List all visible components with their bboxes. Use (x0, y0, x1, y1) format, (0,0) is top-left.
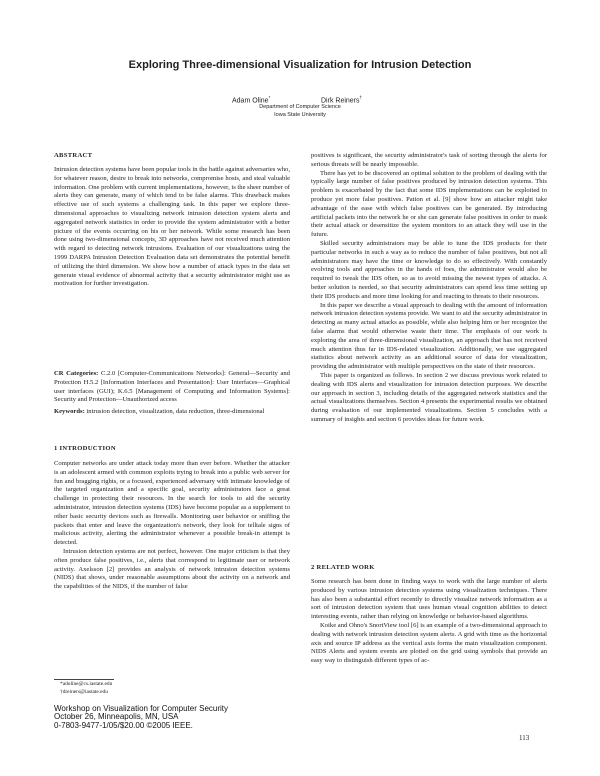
author-2-mark: † (359, 95, 363, 100)
related-paragraph-1: Some research has been done in finding ways to work with the large number of alerts produced by various intrusion detection systems using visualization techniques. There has also been a substantial effort recently to directly visualize network information as a sort of intrusion detection system that uses human visual cognition abilities to detect interesting events, rather than relying on knowledge or behavior-based algorithms. (311, 578, 547, 621)
footnote-1: *adoline@cs.iastate.edu (60, 681, 113, 687)
right-paragraph-3: Skilled security administrators may be able to tune the IDS products for their particular networks in such a way as to reduce the number of false positives, but not all administrators may have the time or knowledge to do so effectively. With constantly evolving tools and approaches in the hands of foes, the administrator would also be required to tweak the IDS often, so as to avoid missing the newest types of attacks. A better solution is needed, so that security administrators can spend less time setting up their IDS products and more time looking for and reacting to threats to their resources. (311, 239, 547, 300)
page-number: 113 (519, 734, 530, 742)
venue-date: October 26, Minneapolis, MN, USA (54, 712, 179, 722)
right-paragraph-2: There has yet to be discovered an optimal solution to the problem of dealing with the typically large number of false positives produced by intrusion detection systems. This problem is exacerbated by the fact that some IDS implementations can be exploited to produce yet more false positives. Patton et al. [9] show how an attacker might take advantage of the ease with which false positives can be generated. By introducing artificial packets into the network he or she can generate false positives in order to mask their actual attack or desensitize the system monitors to an attack they will use in the future. (311, 169, 547, 239)
intro-paragraph-1: Computer networks are under attack today more than ever before. Whether the attacker is an adolescent armed with common exploits trying to break into a public web server for fun and bragging rights, or a focused, experienced adversary with intimate knowledge of the targeted organization and a specific goal, security administrators face a great challenge in protecting their resources. In the search for tools to aid the security administrator, intrusion detection systems (IDS) have become popular as a supplement to other basic security devices such as firewalls. Monitoring user behavior or sniffing the packets that enter and leave the organization's network, they look for telltale signs of malicious activity, alerting the administrator whenever a possible break-in attempt is detected. (54, 460, 290, 547)
cr-label: CR Categories: (54, 370, 99, 377)
abstract-heading: ABSTRACT (54, 152, 93, 159)
keywords-label: Keywords: (54, 408, 85, 415)
right-paragraph-4: In this paper we describe a visual approach to dealing with the amount of information network intrusion detection systems provide. We want to aid the security administrator in detecting as many actual attacks as possible, while also helping him or her recognize the false alarms that would otherwise waste their time. The emphasis of our work is exploring the area of three-dimensional visualization, an approach that has not received much attention thus far in IDS-related visualization. Additionally, we use aggregated statistics about network activity as an additional source of data for visualization, providing the administrator with multiple perspectives on the state of their resources. (311, 301, 547, 371)
cr-text: C.2.0 [Computer-Communications Networks]: General—Security and Protection H.5.2 [Information Interfaces and Presentation]: User Interfaces—Graphical user interfaces (GUI); K.6.5 [Management of Computing and Information Systems]: Security and Protection—Unauthorized access (54, 370, 290, 404)
author-2 (321, 95, 362, 104)
affiliation-university: Iowa State University (274, 111, 326, 118)
keywords-text: intrusion detection, visualization, data reduction, three-dimensional (86, 408, 265, 415)
intro-paragraph-2: Intrusion detection systems are not perfect, however. One major criticism is that they often produce false positives, i.e., alerts that correspond to legitimate user or network activity. Axelsson [2] provides an analysis of network intrusion detection systems (NIDS) that shows, under reasonable assumptions about the activity on a network and the capabilities of the NIDS, if the number of false (54, 547, 290, 591)
footnote-2: †dreiners@iastate.edu (60, 689, 108, 695)
venue-block (54, 705, 228, 730)
author-2-name: Dirk Reiners (321, 97, 360, 105)
author-1 (232, 95, 270, 104)
right-column-top (311, 152, 547, 425)
author-1-mark: * (268, 95, 271, 100)
right-paragraph-1: positives is significant, the security administrator's task of sorting through the alerts for serious threats will be nearly impossible. (311, 152, 547, 168)
affiliation (0, 104, 600, 119)
abstract-body (54, 166, 290, 289)
abstract-text: Intrusion detection systems have been popular tools in the battle against adversaries who, for whatever reason, desire to break into networks, compromise hosts, and steal valuable information. One problem with current implementations, however, is the sheer number of alerts they can generate, many of which tend to be false alarms. This drawback makes effective use of such systems a challenging task. In this paper we explore three-dimensional approaches to visualizing network intrusion detection system alerts and aggregated network statistics in order to provide the system administrator with a better picture of the events occurring on his or her network. While some research has been done using two-dimensional concepts, 3D approaches have not received much attention with regard to detecting network intrusions. Evaluation of our visualizations using the 1999 DARPA Intrusion Detection Evaluation data set demonstrates the potential benefit of utilizing the third dimension. We show how a number of attack types in the data set generate visual evidence of abnormal activity that a security administrator might use as motivation for further investigation. (54, 166, 290, 288)
intro-body (54, 460, 290, 592)
keywords (54, 408, 290, 417)
related-work-body (311, 578, 547, 666)
venue-isbn: 0-7803-9477-1/05/$20.00 ©2005 IEEE. (54, 720, 193, 730)
related-paragraph-2: Koike and Ohno's SnortView tool [6] is an example of a two-dimensional approach to dealing with network intrusion detection system alerts. A grid with time as the horizontal axis and source IP address as the vertical axis forms the main visualization component. NIDS Alerts and system events are plotted on the grid using symbols that provide an easy way to distinguish different types of ac- (311, 621, 547, 665)
venue-workshop: Workshop on Visualization for Computer Security (54, 704, 229, 713)
paper-title: Exploring Three-dimensional Visualization for Intrusion Detection (128, 59, 472, 71)
footnote-rule (54, 679, 114, 680)
affiliation-department: Department of Computer Science (259, 104, 341, 110)
cr-categories (54, 370, 290, 405)
intro-heading: 1 INTRODUCTION (54, 445, 116, 452)
right-paragraph-5: This paper is organized as follows. In section 2 we discuss previous work related to dealing with IDS alerts and visualization for intrusion detection purposes. We describe our approach in section 3, including details of the aggregated network statistics and the actual visualizations themselves. Section 4 presents the experimental results we obtained during evaluation of our implemented visualizations. Section 5 concludes with a summary of insights and section 6 provides ideas for future work. (311, 371, 547, 423)
author-1-name: Adam Oline (232, 97, 269, 105)
related-work-heading: 2 RELATED WORK (311, 564, 375, 571)
